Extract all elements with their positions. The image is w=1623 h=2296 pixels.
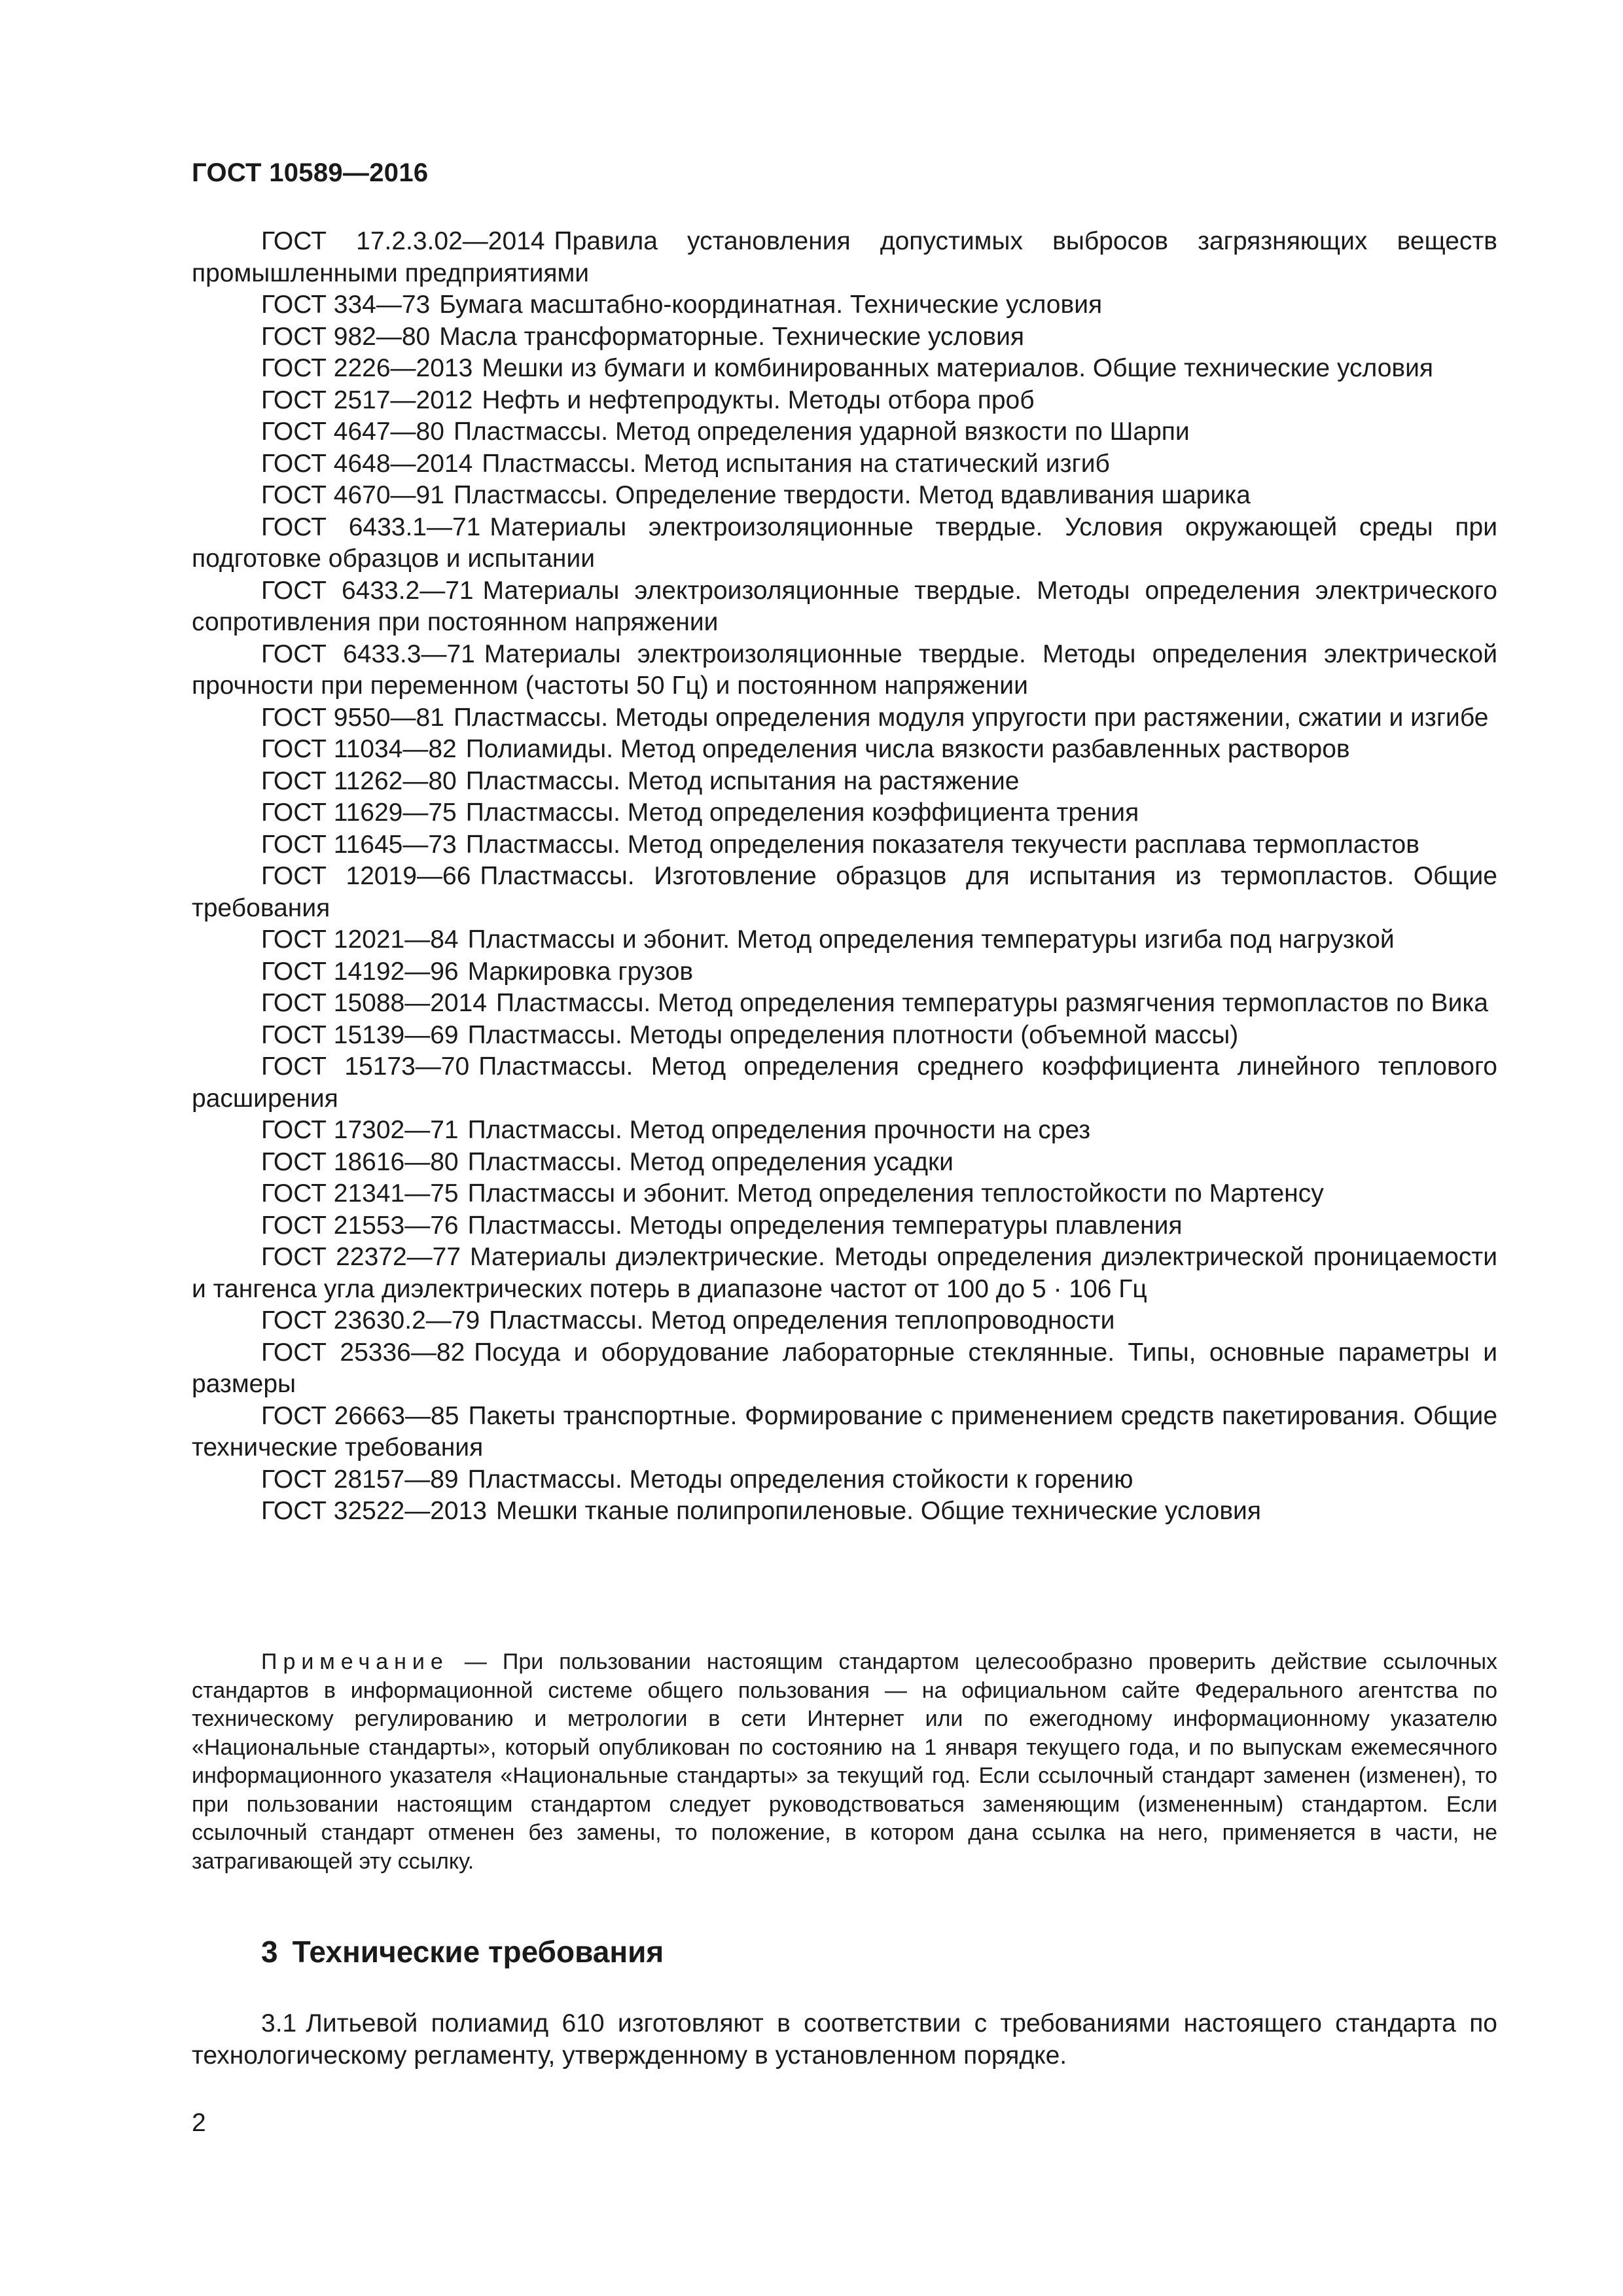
reference-item bbox=[192, 766, 1497, 798]
reference-code: ГОСТ 9550—81 bbox=[261, 703, 444, 732]
reference-code: ГОСТ 4670—91 bbox=[261, 481, 444, 509]
reference-title: Пластмассы. Метод определения показателя текучести расплава термопластов bbox=[465, 830, 1419, 859]
clause-number: 3.1 bbox=[261, 2009, 297, 2037]
reference-item bbox=[192, 1147, 1497, 1179]
reference-title: Материалы диэлектрические. Методы определения диэлектрической проницаемости и тангенса угла диэлектрических потерь в диапазоне частот от 100 до 5 · 106 Гц bbox=[192, 1243, 1497, 1303]
clause-text: Литьевой полиамид 610 изготовляют в соответствии с требованиями настоящего стандарта по технологическому регламенту, утвержденному в установленном порядке. bbox=[192, 2009, 1497, 2070]
reference-title: Мешки тканые полипропиленовые. Общие технические условия bbox=[496, 1497, 1261, 1525]
reference-item bbox=[192, 1464, 1497, 1496]
reference-item bbox=[192, 988, 1497, 1020]
reference-title: Пластмассы и эбонит. Метод определения температуры изгиба под нагрузкой bbox=[467, 925, 1395, 954]
reference-code: ГОСТ 2226—2013 bbox=[261, 354, 473, 382]
reference-item bbox=[192, 448, 1497, 480]
reference-code: ГОСТ 23630.2—79 bbox=[261, 1306, 480, 1335]
reference-code: ГОСТ 6433.1—71 bbox=[261, 512, 481, 541]
reference-title: Полиамиды. Метод определения числа вязкости разбавленных растворов bbox=[465, 735, 1350, 763]
reference-code: ГОСТ 4647—80 bbox=[261, 418, 444, 446]
reference-title: Пакеты транспортные. Формирование с применением средств пакетирования. Общие технические требования bbox=[192, 1401, 1498, 1462]
reference-code: ГОСТ 4648—2014 bbox=[261, 449, 473, 478]
reference-title: Пластмассы. Метод определения усадки bbox=[467, 1147, 954, 1176]
reference-title: Маркировка грузов bbox=[467, 957, 694, 986]
reference-title: Пластмассы. Метод определения коэффициента трения bbox=[465, 798, 1139, 827]
reference-title: Нефть и нефтепродукты. Методы отбора проб bbox=[482, 386, 1035, 414]
reference-title: Материалы электроизоляционные твердые. Методы определения электрического сопротивления при постоянном напряжении bbox=[192, 576, 1497, 636]
reference-title: Пластмассы. Метод определения теплопроводности bbox=[489, 1306, 1115, 1335]
reference-code: ГОСТ 12019—66 bbox=[261, 862, 471, 890]
reference-title: Посуда и оборудование лабораторные стеклянные. Типы, основные параметры и размеры bbox=[192, 1338, 1498, 1398]
reference-title: Пластмассы. Метод испытания на статический изгиб bbox=[482, 449, 1110, 478]
reference-item bbox=[192, 289, 1497, 321]
note-label: Примечание bbox=[261, 1649, 449, 1674]
reference-code: ГОСТ 17.2.3.02—2014 bbox=[261, 227, 545, 255]
reference-code: ГОСТ 22372—77 bbox=[261, 1243, 461, 1271]
reference-title: Правила установления допустимых выбросов загрязняющих веществ промышленными предприятиями bbox=[192, 227, 1497, 287]
reference-code: ГОСТ 18616—80 bbox=[261, 1147, 459, 1176]
reference-item bbox=[192, 385, 1497, 417]
reference-code: ГОСТ 28157—89 bbox=[261, 1465, 459, 1494]
reference-title: Мешки из бумаги и комбинированных материалов. Общие технические условия bbox=[482, 354, 1434, 382]
reference-code: ГОСТ 982—80 bbox=[261, 322, 431, 351]
reference-code: ГОСТ 334—73 bbox=[261, 291, 431, 319]
reference-code: ГОСТ 17302—71 bbox=[261, 1116, 459, 1144]
clause-paragraph bbox=[192, 2008, 1497, 2072]
document-code-header: ГОСТ 10589—2016 bbox=[192, 158, 429, 187]
reference-code: ГОСТ 32522—2013 bbox=[261, 1497, 488, 1525]
reference-title: Пластмассы. Изготовление образцов для испытания из термопластов. Общие требования bbox=[192, 862, 1497, 922]
reference-item bbox=[192, 797, 1497, 829]
reference-title: Бумага масштабно-координатная. Технические условия bbox=[439, 291, 1103, 319]
reference-item bbox=[192, 226, 1497, 289]
reference-title: Пластмассы. Метод определения среднего коэффициента линейного теплового расширения bbox=[192, 1052, 1498, 1113]
reference-item bbox=[192, 575, 1497, 639]
reference-code: ГОСТ 2517—2012 bbox=[261, 386, 473, 414]
reference-title: Пластмассы. Метод испытания на растяжение bbox=[465, 766, 1020, 795]
reference-code: ГОСТ 12021—84 bbox=[261, 925, 459, 954]
reference-item bbox=[192, 480, 1497, 512]
page-number: 2 bbox=[192, 2109, 206, 2137]
reference-code: ГОСТ 14192—96 bbox=[261, 957, 459, 986]
section-heading bbox=[261, 1934, 664, 1969]
normative-references-list bbox=[192, 226, 1497, 1528]
reference-title: Материалы электроизоляционные твердые. Условия окружающей среды при подготовке образцов и испытании bbox=[192, 512, 1497, 573]
reference-title: Пластмассы. Методы определения плотности (объемной массы) bbox=[467, 1020, 1239, 1049]
reference-title: Пластмассы и эбонит. Метод определения теплостойкости по Мартенсу bbox=[467, 1179, 1324, 1208]
note-paragraph bbox=[192, 1648, 1497, 1876]
reference-code: ГОСТ 26663—85 bbox=[261, 1401, 459, 1430]
reference-title: Пластмассы. Определение твердости. Метод вдавливания шарика bbox=[453, 481, 1251, 509]
reference-item bbox=[192, 353, 1497, 385]
reference-item bbox=[192, 702, 1497, 734]
reference-title: Пластмассы. Метод определения температуры размягчения термопластов по Вика bbox=[496, 989, 1488, 1017]
reference-item bbox=[192, 956, 1497, 988]
reference-item bbox=[192, 924, 1497, 956]
reference-title: Материалы электроизоляционные твердые. Методы определения электрической прочности при переменном (частоты 50 Гц) и постоянном напряжении bbox=[192, 639, 1497, 700]
reference-item bbox=[192, 1115, 1497, 1147]
reference-code: ГОСТ 15139—69 bbox=[261, 1020, 459, 1049]
reference-title: Пластмассы. Метод определения прочности на срез bbox=[467, 1116, 1091, 1144]
reference-item bbox=[192, 1210, 1497, 1242]
section-title: Технические требования bbox=[292, 1935, 664, 1969]
reference-code: ГОСТ 15173—70 bbox=[261, 1052, 470, 1081]
reference-item bbox=[192, 829, 1497, 861]
reference-code: ГОСТ 6433.3—71 bbox=[261, 639, 475, 668]
reference-code: ГОСТ 11629—75 bbox=[261, 798, 457, 827]
reference-code: ГОСТ 25336—82 bbox=[261, 1338, 465, 1367]
reference-item bbox=[192, 512, 1497, 575]
section-number: 3 bbox=[261, 1935, 278, 1969]
reference-code: ГОСТ 21341—75 bbox=[261, 1179, 459, 1208]
reference-item bbox=[192, 321, 1497, 353]
reference-item bbox=[192, 1305, 1497, 1337]
reference-title: Масла трансформаторные. Технические условия bbox=[439, 322, 1025, 351]
note-text: — При пользовании настоящим стандартом целесообразно проверить действие ссылочных стандартов в информационной системе общего пользования — на официальном сайте Федерального агентства по техническому регулированию и метрологии в сети Интернет или по ежегодному информационному указателю «Национальные стандарты», который опубликован по состоянию на 1 января текущего года, и по выпускам ежемесячного информационного указателя «Национальные стандарты» за текущий год. Если ссылочный стандарт заменен (изменен), то при пользовании настоящим стандартом следует руководствоваться заменяющим (измененным) стандартом. Если ссылочный стандарт отменен без замены, то положение, в котором дана ссылка на него, применяется в части, не затрагивающей эту ссылку. bbox=[192, 1649, 1498, 1874]
reference-item bbox=[192, 1020, 1497, 1052]
reference-code: ГОСТ 15088—2014 bbox=[261, 989, 488, 1017]
reference-title: Пластмассы. Метод определения ударной вязкости по Шарпи bbox=[453, 418, 1190, 446]
reference-item bbox=[192, 734, 1497, 766]
reference-item bbox=[192, 416, 1497, 448]
reference-item bbox=[192, 1242, 1497, 1305]
reference-item bbox=[192, 639, 1497, 702]
reference-item bbox=[192, 861, 1497, 924]
reference-item bbox=[192, 1178, 1497, 1210]
reference-item bbox=[192, 1051, 1497, 1115]
reference-item bbox=[192, 1496, 1497, 1528]
reference-title: Пластмассы. Методы определения модуля упругости при растяжении, сжатии и изгибе bbox=[453, 703, 1489, 732]
reference-item bbox=[192, 1401, 1497, 1464]
reference-title: Пластмассы. Методы определения стойкости к горению bbox=[467, 1465, 1133, 1494]
reference-title: Пластмассы. Методы определения температуры плавления bbox=[467, 1211, 1183, 1240]
reference-code: ГОСТ 6433.2—71 bbox=[261, 576, 474, 605]
reference-code: ГОСТ 11262—80 bbox=[261, 766, 457, 795]
reference-code: ГОСТ 21553—76 bbox=[261, 1211, 459, 1240]
reference-item bbox=[192, 1337, 1497, 1401]
reference-code: ГОСТ 11034—82 bbox=[261, 735, 457, 763]
reference-code: ГОСТ 11645—73 bbox=[261, 830, 457, 859]
